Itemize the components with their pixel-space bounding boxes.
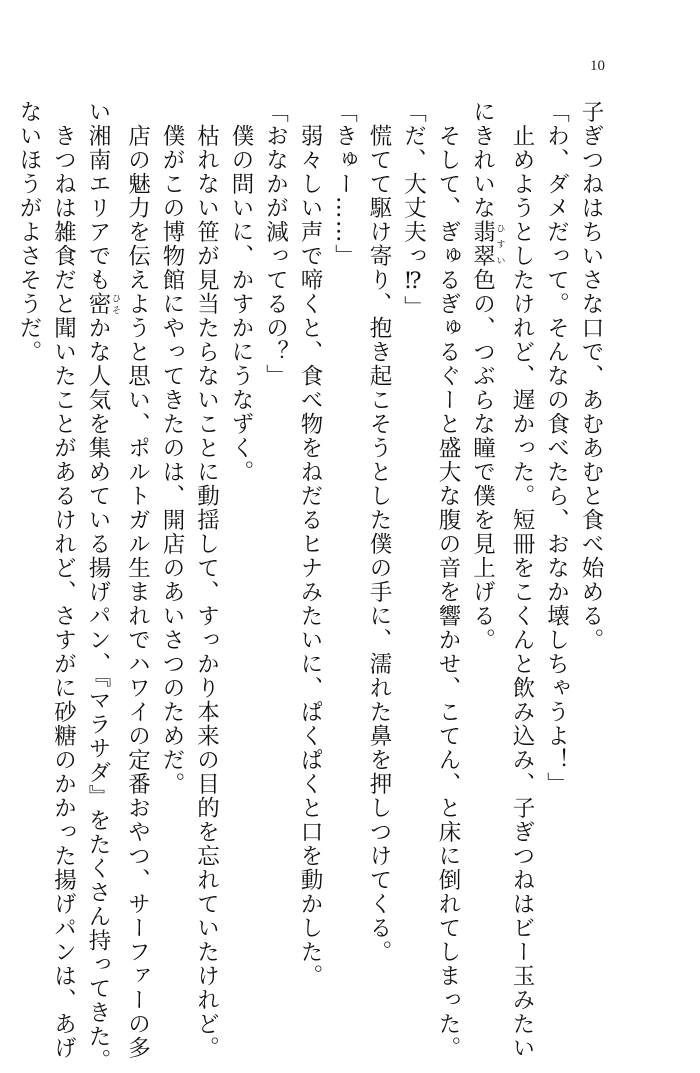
text-line-3: 止めようとしたけれど、遅かった。短冊をこくんと飲み込み、子ぎつねはビー玉みたい [509,100,535,1060]
furigana-reading: ひすい [494,220,505,268]
text-line-1: 子ぎつねはちいさな口で、あむあむと食べ始める。 [578,100,604,652]
text-line-7: 慌てて駆け寄り、抱き起こそうとした僕の手に、濡れた鼻を押しつけてくる。 [366,100,392,964]
text-segment: 色の、つぶらな瞳で僕を見上げる。 [469,268,496,652]
text-segment: い湘南エリアでも [85,100,111,292]
furigana-word [85,292,120,316]
text-line-11: 僕の問いに、かすかにうなずく。 [228,100,254,484]
text-line-16: きつねは雑食だと聞いたことがあるけれど、さすがに砂糖のかかった揚げパンは、あげ [50,100,77,1060]
text-line-10: 「おなかが減ってるの？」 [262,100,289,388]
text-line-17: ないほうがよさそうだ。 [16,100,42,364]
page-number: 10 [590,58,605,74]
text-line-6: 「だ、大丈夫っ⁉」 [400,100,427,320]
text-segment: かな人気を集めている揚げパン、『マラサダ』をたくさん持ってきた。 [85,316,111,1073]
text-line-12: 枯れない笹が見当たらないことに動揺して、すっかり本来の目的を忘れていたけれど。 [193,100,220,1060]
text-line-15 [81,100,121,1073]
text-segment: にきれいな [469,100,496,220]
furigana-word [469,220,505,268]
text-line-4 [465,100,505,960]
text-line-5: そして、ぎゅるぎゅるぐーと盛大な腹の音を響かせ、こてん、と床に倒れてしまった。 [435,100,461,1060]
furigana-reading: ひそ [110,292,120,316]
text-line-13: 僕がこの博物館にやってきたのは、開店のあいさつのためだ。 [159,100,185,796]
text-line-2: 「わ、ダメだって。そんなの食べたら、おなか壊しちゃうよ！」 [543,100,570,796]
ruby-base: 翡翠 [469,220,496,268]
ruby-base: 密 [85,292,111,316]
text-line-14: 店の魅力を伝えようと思い、ポルトガル生まれでハワイの定番おやつ、サーファーの多 [124,100,151,1060]
text-line-9: 弱々しい声で啼くと、食べ物をねだるヒナみたいに、ぱくぱくと口を動かした。 [297,100,323,988]
vertical-body-text [12,100,609,1073]
text-line-8: 「きゅー……」 [331,100,358,268]
